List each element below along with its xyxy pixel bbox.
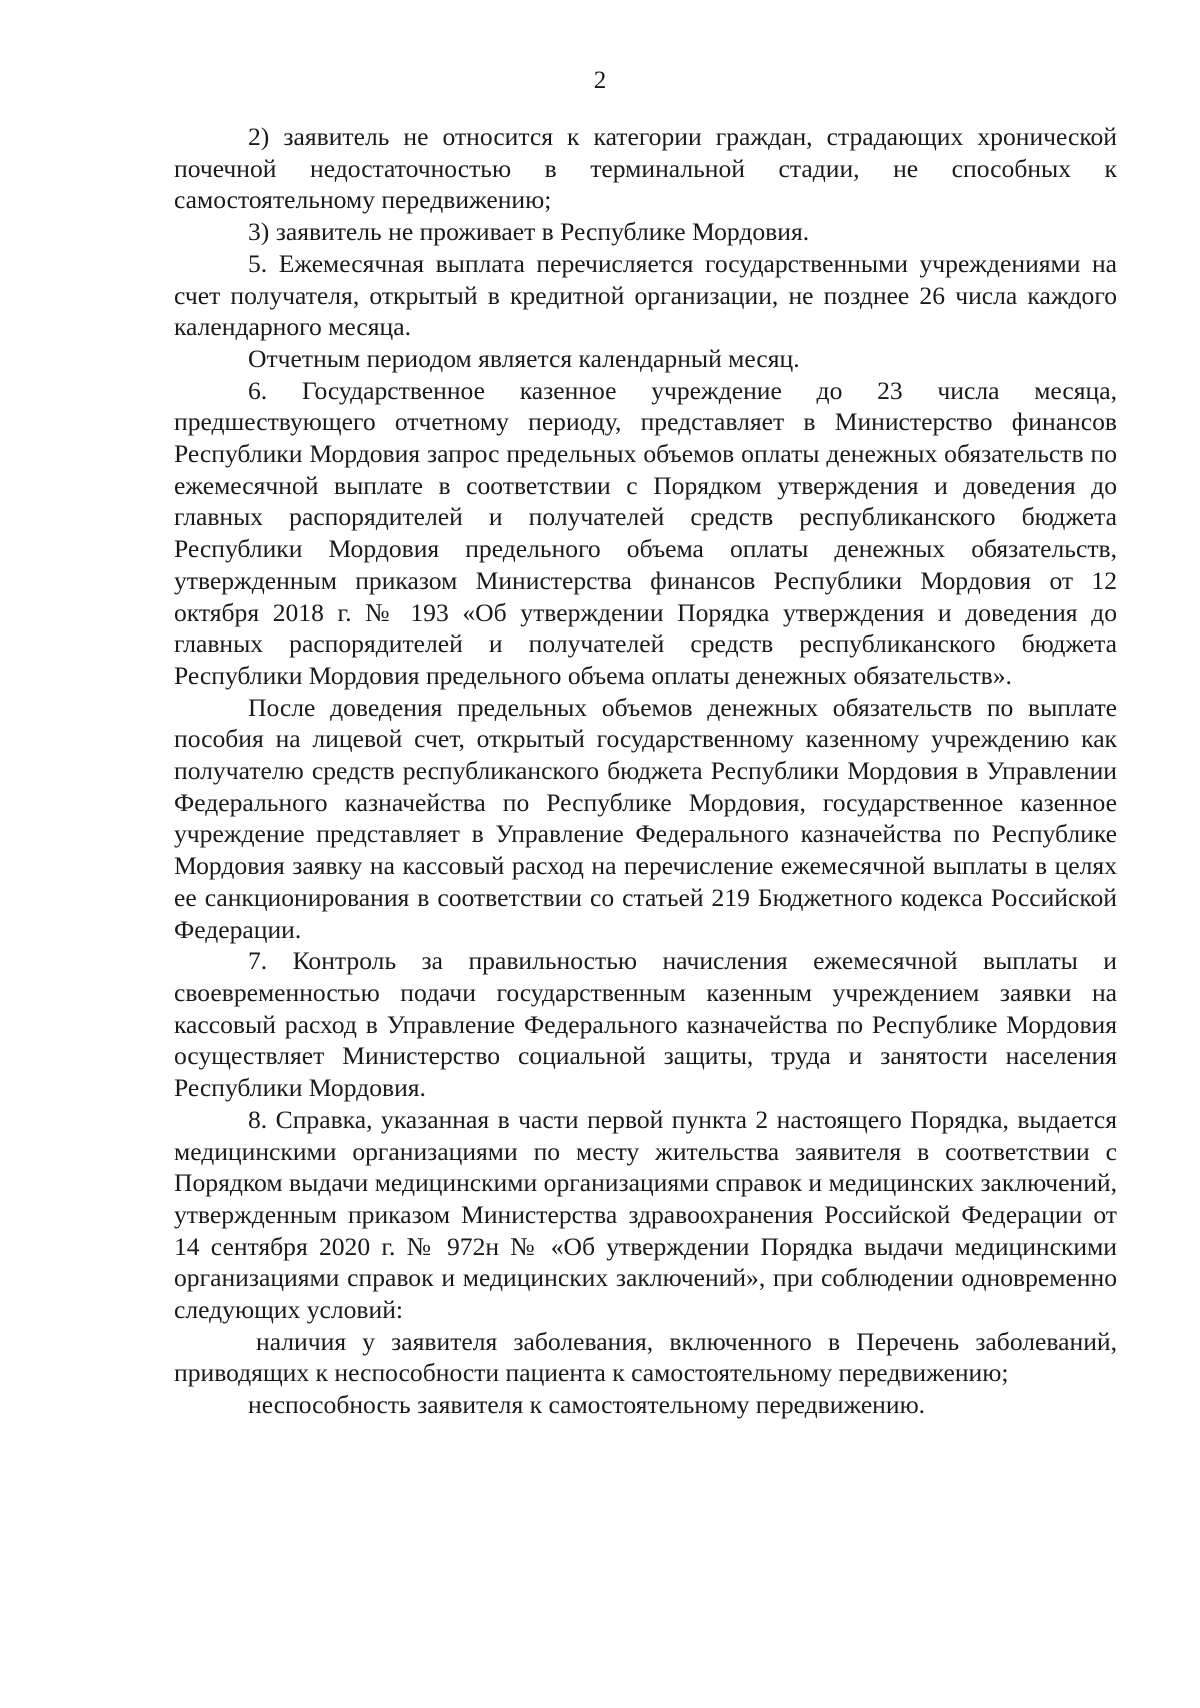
paragraph-reporting-period: Отчетным периодом является календарный месяц. [248, 343, 800, 373]
paragraph-clause-6: 6. Государственное казенное учреждение до 23 числа месяца, предшествующего отчетному периоду, представляет в Министерство финансов Республики Мордовия запрос предельных объемов оплаты денежных обязательств по ежемесячной выплате в соответствии с Порядком утверждения и доведения до главных распорядителей и получателей средств республиканского бюджета Республики Мордовия предельного объема оплаты денежных обязательств, утвержденным приказом Министерства финансов Республики Мордовия от 12 октября 2018 г. № 193 «Об утверждении Порядка утверждения и доведения до главных распорядителей и получателей средств республиканского бюджета Республики Мордовия предельного объема оплаты денежных обязательств». [174, 375, 1117, 690]
paragraph-condition-disease: наличия у заявителя заболевания, включенного в Перечень заболеваний, приводящих к неспособности пациента к самостоятельному передвижению; [174, 1326, 1117, 1388]
page-number: 2 [593, 67, 607, 94]
paragraph-clause-8: 8. Справка, указанная в части первой пункта 2 настоящего Порядка, выдается медицинскими организациями по месту жительства заявителя в соответствии с Порядком выдачи медицинскими организациями справок и медицинских заключений, утвержденным приказом Министерства здравоохранения Российской Федерации от 14 сентября 2020 г. № 972н № «Об утверждении Порядка выдачи медицинскими организациями справок и медицинских заключений», при соблюдении одновременно следующих условий: [174, 1104, 1117, 1325]
paragraph-clause-7: 7. Контроль за правильностью начисления ежемесячной выплаты и своевременностью подачи государственным казенным учреждением заявки на кассовый расход в Управление Федерального казначейства по Республике Мордовия осуществляет Министерство социальной защиты, труда и занятости населения Республики Мордовия. [174, 946, 1117, 1103]
document-body [174, 121, 1117, 1421]
paragraph-condition-inability: неспособность заявителя к самостоятельному передвижению. [248, 1390, 926, 1420]
paragraph-item-3: 3) заявитель не проживает в Республике Мордовия. [248, 217, 810, 247]
paragraph-after-limits: После доведения предельных объемов денежных обязательств по выплате пособия на лицевой счет, открытый государственному казенному учреждению как получателю средств республиканского бюджета Республики Мордовия в Управлении Федерального казначейства по Республике Мордовия, государственное казенное учреждение представляет в Управление Федерального казначейства по Республике Мордовия заявку на кассовый расход на перечисление ежемесячной выплаты в целях ее санкционирования в соответствии со статьей 219 Бюджетного кодекса Российской Федерации. [174, 692, 1117, 944]
paragraph-item-2: 2) заявитель не относится к категории граждан, страдающих хронической почечной недостаточностью в терминальной стадии, не способных к самостоятельному передвижению; [174, 122, 1117, 215]
paragraph-clause-5: 5. Ежемесячная выплата перечисляется государственными учреждениями на счет получателя, открытый в кредитной организации, не позднее 26 числа каждого календарного месяца. [174, 248, 1117, 342]
